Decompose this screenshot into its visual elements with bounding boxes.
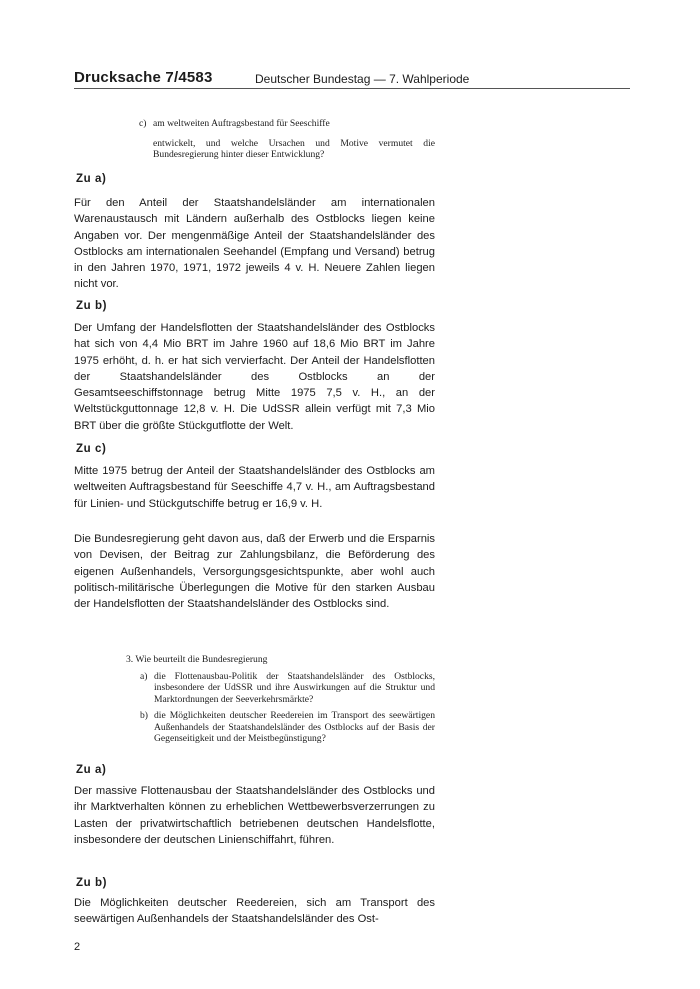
answer-3b-paragraph: Die Möglichkeiten deutscher Reedereien, sich am Transport des seewärtigen Außenhandels der Staatshandelsländer des Ost-	[74, 897, 435, 926]
answer-2a-paragraph: Für den Anteil der Staatshandelsländer am internationalen Warenaustausch mit Ländern außerhalb des Ostblocks liegen keine Angaben vor. Der mengenmäßige Anteil der Staatshandelsländer des Ostblocks am internationalen Seehandel (Empfang und Versand) betrug in den Jahren 1970, 1971, 1972 jeweils 4 v. H. Neuere Zahlen liegen nicht vor.	[74, 197, 435, 291]
question-2c-label: c)	[139, 118, 147, 129]
question-3a-text: die Flottenausbau-Politik der Staatshandelsländer des Ostblocks, insbesondere der UdSSR und ihre Auswirkungen auf die Struktur und Marktordnungen der Seeverkehrsmärkte?	[154, 670, 435, 705]
answer-3a-paragraph: Der massive Flottenausbau der Staatshandelsländer des Ostblocks und ihr Marktverhalten können zu erheblichen Wettbewerbsverzerrungen zu Lasten der privatwirtschaftlich betriebenen deutschen Handelsflotte, insbesondere der deutschen Linienschiffahrt, führen.	[74, 785, 435, 846]
section-heading-2a: Zu a)	[76, 173, 107, 185]
question-3	[126, 654, 435, 745]
question-3a	[140, 671, 435, 706]
question-3b-label: b)	[140, 710, 148, 721]
answer-2c-paragraph-1: Mitte 1975 betrug der Anteil der Staatshandelsländer des Ostblocks am weltweiten Auftragsbestand für Seeschiffe 4,7 v. H., am Auftragsbestand für Linien- und Stückgutschiffe betrug er 16,9 v. H.	[74, 465, 435, 510]
question-3a-label: a)	[140, 670, 148, 682]
question-3-title: 3. Wie beurteilt die Bundesregierung	[126, 654, 268, 665]
question-2c-line1: am weltweiten Auftragsbestand für Seeschiffe	[153, 118, 330, 129]
page-number: 2	[74, 941, 81, 953]
bundestag-period: Deutscher Bundestag — 7. Wahlperiode	[255, 72, 470, 86]
answer-2c-paragraph-2: Die Bundesregierung geht davon aus, daß der Erwerb und die Ersparnis von Devisen, der Beitrag zur Zahlungsbilanz, die Beförderung des eigenen Außenhandels, Versorgungsgesichtspunkte, aber wohl auch politisch-militärische Überlegungen die Motive für den starken Ausbau der Handelsflotten der Staatshandelsländer des Ostblocks sind.	[74, 533, 435, 611]
header-rule	[74, 88, 630, 89]
section-heading-3b: Zu b)	[76, 877, 108, 889]
section-heading-2c: Zu c)	[76, 443, 107, 455]
drucksache-number: Drucksache 7/4583	[74, 69, 213, 86]
section-heading-3a: Zu a)	[76, 764, 107, 776]
answer-2b-paragraph: Der Umfang der Handelsflotten der Staatshandelsländer des Ostblocks hat sich von 4,4 Mio BRT im Jahre 1960 auf 18,6 Mio BRT im Jahre 1975 erhöht, d. h. er hat sich vervierfacht. Der Anteil der Handelsflotten der Staatshandelsländer des Ostblocks an der Gesamtseeschiffstonnage betrug Mitte 1975 7,5 v. H., an der Weltstückguttonnage 12,8 v. H. Die UdSSR allein verfügt mit 7,3 Mio BRT über die größte Stückgutflotte der Welt.	[74, 322, 435, 432]
section-heading-2b: Zu b)	[76, 300, 108, 312]
question-3b-text: die Möglichkeiten deutscher Reedereien im Transport des seewärtigen Außenhandels der Staatshandelsländer des Ostblocks auf der Basis der Gegenseitigkeit und der Meistbegünstigung?	[154, 710, 435, 744]
question-3b	[140, 710, 435, 745]
question-2c	[139, 118, 435, 161]
question-2c-line2: entwickelt, und welche Ursachen und Motive vermutet die Bundesregierung hinter dieser Entwicklung?	[153, 137, 435, 160]
